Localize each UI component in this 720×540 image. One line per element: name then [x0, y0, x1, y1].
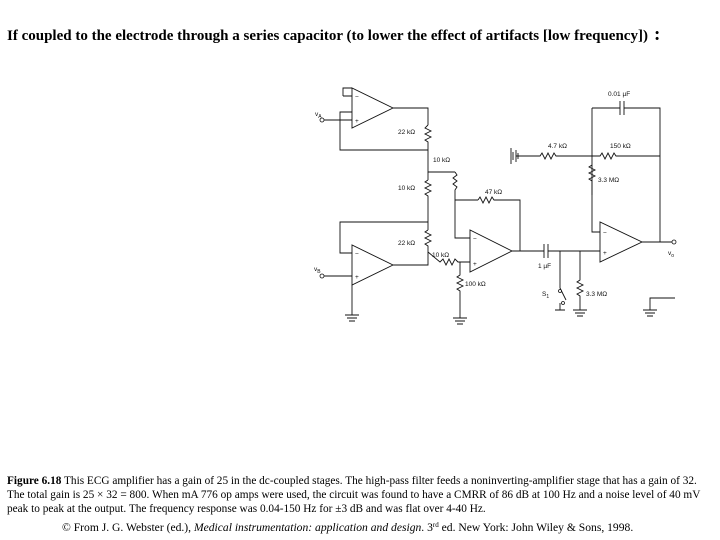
label-r-47k: 47 kΩ: [485, 189, 503, 196]
label-r-10k-mid: 10 kΩ: [433, 157, 451, 164]
heading-text: If coupled to the electrode through a series capacitor (to lower the effect of artifacts [low frequency]): [7, 28, 648, 44]
label-opamp-c-plus: +: [473, 261, 477, 268]
label-r-4-7k: 4.7 kΩ: [548, 143, 567, 150]
label-vb: $v_B$: [314, 266, 321, 275]
label-c-001uf: 0.01 µF: [608, 91, 631, 98]
label-r-100k: 100 kΩ: [465, 281, 486, 288]
credit-prefix: © From J. G. Webster (ed.),: [62, 521, 194, 534]
label-r-3-3m-bot: 3.3 MΩ: [586, 291, 608, 298]
label-r-150k: 150 kΩ: [610, 143, 631, 150]
label-opamp-a-plus: +: [355, 118, 359, 125]
label-r-22k-bot: 22 kΩ: [398, 240, 416, 247]
label-opamp-c-minus: −: [473, 236, 477, 243]
label-r-10k-bot: 10 kΩ: [432, 252, 450, 259]
source-credit: [62, 521, 633, 534]
ecg-amplifier-schematic: [300, 80, 700, 335]
label-r-22k-top: 22 kΩ: [398, 129, 416, 136]
slide-heading: [7, 24, 660, 46]
credit-suffix-b: ed. New York: John Wiley & Sons, 1998.: [438, 521, 634, 534]
label-va: $v_A$: [315, 111, 322, 120]
label-r-3-3m-top: 3.3 MΩ: [598, 177, 620, 184]
figure-label: Figure 6.18: [7, 475, 62, 487]
label-switch-s1: $S_1$: [542, 291, 550, 300]
label-c-1uf: 1 µF: [538, 263, 552, 270]
label-opamp-d-plus: +: [603, 250, 607, 257]
label-opamp-b-plus: +: [355, 274, 359, 281]
credit-suffix-a: . 3: [421, 521, 433, 534]
label-opamp-a-minus: −: [355, 94, 359, 101]
caption-text: This ECG amplifier has a gain of 25 in the dc-coupled stages. The high-pass filter feeds a noninverting-amplifier stage that has a gain of 32. The total gain is 25 × 32 = 800. When mA 776 op amps were used, the circuit was found to have a CMRR of 86 dB at 100 Hz and a noise level of 40 mV peak to peak at the output. The frequency response was 0.04-150 Hz for ±3 dB and was flat over 4-40 Hz.: [7, 475, 701, 515]
credit-book-title: Medical instrumentation: application and design: [193, 521, 422, 534]
label-vo: $v_o$: [668, 250, 675, 259]
credit-sup: rd: [432, 521, 439, 529]
label-r-10k-left: 10 kΩ: [398, 185, 416, 192]
heading-colon: :: [653, 24, 661, 45]
label-opamp-d-minus: −: [603, 230, 607, 237]
figure-caption: [7, 474, 713, 516]
label-opamp-b-minus: −: [355, 251, 359, 258]
